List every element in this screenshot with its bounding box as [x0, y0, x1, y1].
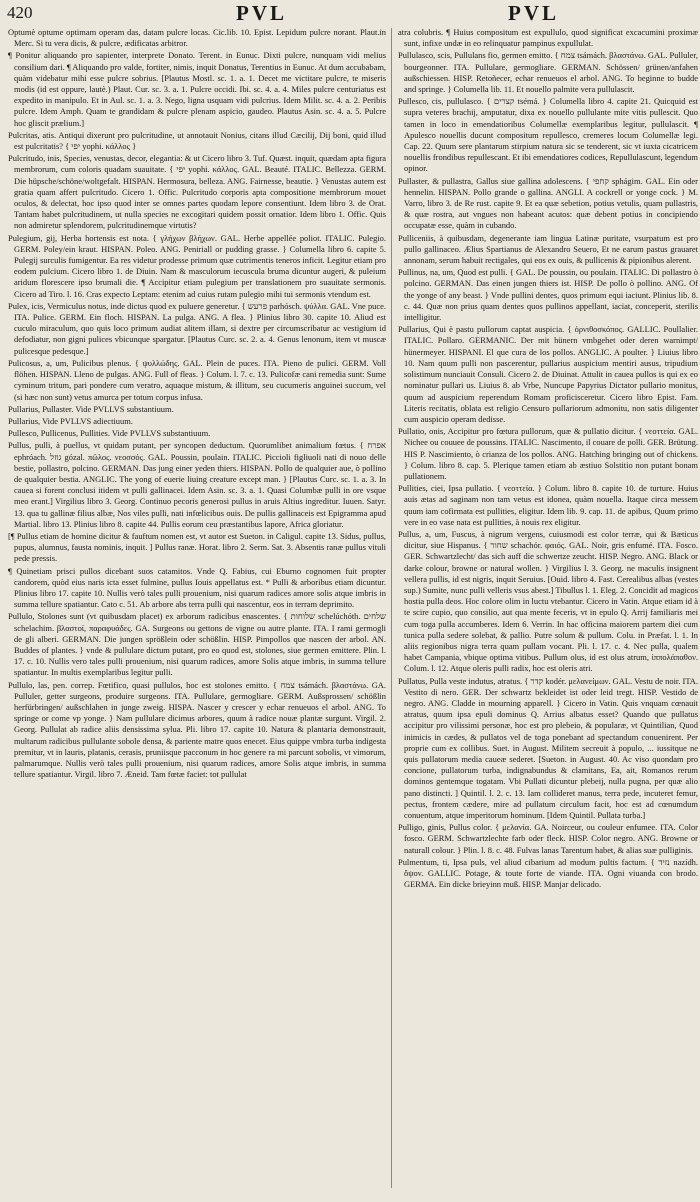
dictionary-entry: Pullesco, cis, pullulasco. { קצרים tsémá. } Columella libro 4. capite 21. Quicquid est supra veteres brachij, amputatur, dixa ex nouello pullulante mite vitis pullescit. Quo tamen in loco in emendatioribus Columellæ exemplaribus legitur, pullulascit. ¶ Apulesco nouellis ducunt compositum repullesco, cremeres locum Columellæ legi. Cap. 22. Quum sere plantarum stirpium natura sic se tenderent, sic vt iuxta cicatricem nouellis frondibus repullescant. Et ibi emendatiores codices, Repullulascunt, legendum opinor.	[398, 96, 698, 174]
dictionary-entry: Pulcritudo, inis, Species, venustas, decor, elegantia: & ut Cicero libro 3. Tuf. Quæst. inquit, quædam apta figura membrorum, cum coloris quadam suauitate. { יפי yophi. κάλλος. GAL. Beauté. ITALIC. Bellezza. GERM. Die hüpsche/schöne/woltgefalt. HISPAN. Hermosura, belleza. ANG. Fairnesse, beautie. } Venustas autem est gratia quam affert pulcritudo. Cicero 1. Offic. Pulcritudo corporis apta compositione membrorum mouet oculos, & delectat, hoc ipso quod inter se omnes partes quodam lepore consentiunt. Idem libro 3. de Orat. Tantam habet pulcritudinem, ut nulla species ne excogitari quidem possit ornatior. Idem libro 1. Offic. Quis non admiretur splendorem, pulcritudinemque virtutis?	[8, 153, 386, 231]
dictionary-entry: Pullulo, las, pen. correp. Fœtifico, quasi pullulos, hoc est stolones emitto. { צמח tsámách. βλαστάνω. GA. Pulluler, getter surgeons, produire surgeons. ITA. Pullulare, germogliare. GERM. Außsprossen/ schößlin herfürbringen/ außschlahen in junge zweig. HISPA. Nascer y crescer y echar renueuos el arbol. ANG. To springe or come vp yonge. } Nam pullulare dicimus arbores, quum à radice nouæ plantæ surgunt. Virgil. 2. Georg. Pullulat ab radice aliis densissima sylua. Pli. libro 17. capite 10. Natura & plantaria demonstrauit, multarum radicibus pullulante sobole densa, & pariente matre quos enecet. Eius quippe vmbra turba indigesta premitur, vt in lauris, platanis, cerasis, pruniisque pacconum in hoc genere ra mi parcunt sobolis, vt vimorum, palmarumque. Nullis verò tales pulli prouenium, nisi quarum radices, amore Solis atque imbris, in summa tellure spatiantur. Virgil. libro 7. Æneid. Tam fœtæ faciet: tot pullulat	[8, 679, 386, 780]
dictionary-entry: Pullatus, Pulla veste indutus, atratus. { קדר kodér. μελανείμων. GAL. Vestu de noir. ITA. Vestito di nero. GER. Der schwartz bekleidet ist oder leid tregt. HISP. Vestido de negro. ANG. Cladde in mourning apparell. } Cicero in Vatin. Quis vnquam cœnauit atratus, quum ipsa epuli dominus Q. Arrius albatus esset? Quando que pullatus accipitur pro vilissimi personæ, hoc est pro plebeio, & popularæ, vt Quintilian, Quod inimicis in cædes, & pullatos vel de toga ponebant ad spectandum conuenirent. Per proprie cum ex collibus. Suet. in August. Militem secreuit à populo, ... iussitque ne quis pullatorum media caueæ sederet. [Sueton. in August. 40. Ac viso quondam pro concione, pullatorum turba, indignabundus & clamitans, Ea, ait, Romanos rerum dominos gentemque togatam. Vbi Pullati dicuntur plebeij, nulla pugna, per quæ alio pano distincti. ] Quintil. l. 2. c. 13. Iam collideret manus, terra pede, incuteret femur, pectus, frontem cædere, mire ad pullatum circulum facit, hoc est ad cœnumdum conuentum, atque imperitorum hominum. [Idem Quintil. Pullata turba.]	[398, 675, 698, 821]
running-head-right: PVL	[508, 1, 559, 25]
right-column	[398, 27, 698, 1197]
dictionary-entry: Pullities, ciei, Ipsa pullatio. { νεοττεία. } Colum. libro 8. capite 10. de turture. Huius auis ætas ad saginam non tam vetus est idonea, quàm nouella. Itaque circa messem quum iam cofirmata est pullities, eligitur. Idem lib. 9. cap. 11. de apibus, Quum primo vere in eo vase nata est pullities, à nouis rex eligitur.	[398, 483, 698, 527]
dictionary-entry: Pulex, icis, Vermiculus notus, inde dictus quod ex puluere generetur. { פרעש parhósch. ψύλλα. GAL. Vne puce. ITA. Pulice. GERM. Ein floch. HISPAN. La pulga. ANG. A flea. } Plinius libro 30. capite 10. Aliud est cuculo miraculum, quo quis loco primum audiat alitem illam, si dextre per circumscribatur ac vestigium id defodiatur, non gigni pulices vbicunque spargatur. [Plautus Curc. sc. 2. a. 4. Genus lenonum, item vt muscæ pulicesque pedesque.]	[8, 300, 386, 356]
left-column	[8, 27, 386, 1197]
running-head-left: PVL	[236, 1, 287, 25]
dictionary-entry: Pulegium, gij, Herba hortensis est nota. { γλήχων βλήχων. GAL. Herbe appellée poliot. ITALIC. Pulegio. GERM. Poley/ein kraut. HISPAN. Poleo. ANG. Peniriall or pudding grasse. } Columella libro 6. capite 5. Pulegij surculis fumigentur. Ea res videtur prodesse primum quæ cutrimentis teneros inficit. Legitur etiam pro eodem pulcium. Cicero libro 1. de Diuin. Nam & masculorum iecuscula bruma dicuntur augeri, & puleium aridum florescere ipso brumali die. ¶ Accipitur etiam pulegium per translationem pro suauitate sermonis. Cicero ad Tiro. l. 16. Cras expecto Leptam: etenim ad cuius rutam pulegio mihi tui sermonis vtendum est.	[8, 232, 386, 299]
dictionary-entry: Pullulasco, scis, Pullulans fio, germen emitto. { צמח tsámách. βλαστάνω. GAL. Pulluler, bourgeonner. ITA. Pullulare, germogliare. GERMAN. Schössen/ grünen/anfahen außschiessen. HISP. Retoñecer, echar renueuos el arbol. ANG. To beginne to budde and springe. } Columella lib. 11. Et nouello palmite vera pullulascit.	[398, 50, 698, 95]
dictionary-entry: atra colubris. ¶ Huius compositum est expullulo, quod significat excacumini proximæ sunt, infixe undæ in eo relinquatur pampinus expullulat.	[398, 27, 698, 49]
dictionary-entry: Pullarius, Qui è pastu pullorum captat auspicia. { ὀρνιθοσκόπος. GALLIC. Poullalier. ITALIC. Pollaro. GERMANIC. Der mit hünern vmbgehet oder deren warnimpt/ hünermeyer. HISPANI. El que cura de los pollos. ANGLIC. A poulter. } Liuius libro 10. Nam quum pulli non pascerentur, pullarius auspicium mentiri ausus, tripudium solistimum nunciauit Consuli. Cicero 2. de Diuinat. Attulit in cauea pullos is qui ex eo nominatur pullari us. Liuius 8. ab Vrbe, Nuncupe Papyrius Dictator pullario monitus, quum ad auspicium reperendum Romam proficisceretur. Cicero libro Epist. Fam. Literis recitatis, oblata est religio Censuro pullariorum admonitu, non satis diligenter cum auspicio operam dedisse.	[398, 324, 698, 424]
dictionary-entry: Pullaster, & pullastra, Gallus siue gallina adolescens. { קחפי sphágim. GAL. Ein oder hennelin. HISPAN. Pollo grande o gallina. ANGLI. A cockrell or yonge cock. } M. Varro, libro 3. de Re rust. capite 9. Et ea quæ sebetion, potius vetulis, quam pullastris, & quæ rostra, aut vngues non habeant acutos: quæ debent potius in concipiendo occupatæ esse, quàm in cubando.	[398, 175, 698, 231]
dictionary-entry: ¶ Quinetiam prisci pullos dicebant suos catamitos. Vnde Q. Fabius, cui Eburno cognomen fuit propter candorem, quòd eius naris icta esset fulmine, pullus Iouis appellatus est. * Pulli & arboribus etiam dicuntur. Plinius libro 17. capite 10. Nullis verò tales pulli prouenium, nisi quarum radices amore solis atque imbris in summa tellure spatiantur. Cato c. 51. Ab arbore abs terra pulli qui nascentur, eos in terram deprimito.	[8, 565, 386, 610]
dictionary-entry: [¶ Pullus etiam de homine dicitur & fauftum nomen est, vt autor est Sueton. in Caligul. capite 13. Sidus, pullus, pupus, alumnus, fausta nominis, inquit. ] Pullus ranæ. Horat. libro 2. Serm. Sat. 3. Absentis ranæ pullus vituli pede pressis.	[8, 530, 386, 564]
page-number: 420	[7, 3, 33, 22]
dictionary-entry: Pullarius, Vide PVLLVS adiectiuum.	[8, 415, 133, 426]
dictionary-entry: Pullarius, Pullaster. Vide PVLLVS substantiuum.	[8, 403, 174, 414]
dictionary-entry: Pullatio, onis, Accipitur pro fœtura pullorum, quæ & pullatio dicitur. { νεοττεία. GAL. Nichee ou couuee de poussins. ITALIC. Nascimento, il couare de polli. GER. Brütung. HIS P. Nascimiento, ò crianza de los pollos. ANG. Hatching bringing out of chickens. } Colum. libro 8. cap. 5. Plerique tamen etiam ab æstiuo Solstitio non putant bonam pullationem.	[398, 426, 698, 481]
dictionary-entry: Pulliceniis, à quibusdam, degenerante iam lingua Latinæ puritate, vsurpatum est pro pullo gallinaceo. Ælius Spartianus de Alexandro Seuero, Et ne earum pastus grauaret annonam, serum habuit rectigales, qui eos ex ouis, & pullicenis & pipionibus alerent.	[398, 232, 698, 266]
dictionary-entry: Pulicosus, a, um, Pulicibus plenus. { ψυλλώδης. GAL. Plein de puces. ITA. Pieno de pulici. GERM. Voll flöhen. HISPAN. Lleno de pulgas. ANG. Full of fleas. } Colum. l. 7. c. 13. Pulicofæ cani remedia sunt: Sume cyminum tritum, pari pondere cum veratro, aquaque mistum, & illitum, seu cucumeris anguinei succum, vel (si hæc non sunt) vetus amurca per totum corpus infusa.	[8, 357, 386, 402]
dictionary-entry: Pullus, a, um, Fuscus, à nigrum vergens, cuiusmodi est color terræ, qui & Bæticus dicitur, siue Hispanus. { שחור schachór. φαιός. GAL. Noir, gris enfumé. ITA. Fosco. GER. Schwartzlecht/ das sich auff die schwertze zeucht. HISP. Negro. ANG. Black or darke colour, browne or natural wollen. } Virgilius l. 3. Georg. ne maculis insignent vellera pullis, id est nigris, inquit Seruius. [Ouid. libro 4. Fast. Cerealibus albas (vestes sup.) Sumite, nunc pulli velleris vsus abest.] Tibullus l. 1. Eleg. 2. Concidit ad magicos hostia pulla deos. Hoc colore olim in luctu vtebantur. Cicero in Vatin. Atque etiam id à te scire cupio, quo consilio, aut qua mente feceris, vt in epulo Q. Arrij familiaris mei cum toga pulla accumberes. Idem 6. Verrin. In hac officina maiorem partem diei cum tunica pulla sedere solebat, & pallio. Putre solum & pullum. Colu. in Præfat. l. 1. In aliis regionibus nigra terra quam pullam vocant. Pli. l. 17. c. 4. Nec pulla, qualem habet Campania, vbique optima vitibus. Pullum olus, id est olus atrum, ἱππολάπαθον. Colum. l. 12. Atque oleris pulli radix, hoc est oleris atri.	[398, 528, 698, 674]
dictionary-entry: Pulmentum, ti, Ipsa puls, vel aliud cibarium ad modum pultis factum. { נזיד nazídh. ὄψον. GALLIC. Potage, & toute forte de viande. ITA. Ogni viuanda con brodo. GERMA. Ein dicke brieyinn muß. HISP. Manjar delicado.	[398, 856, 698, 890]
dictionary-entry: Pullesco, Pullicenus, Pullities. Vide PVLLVS substantiuum.	[8, 428, 211, 439]
dictionary-entry: Pullulo, Stolones sunt (vt quibusdam placet) ex arborum radicibus enascentes. { שלוחות schelúchóth. שלחים schelachim. βλαστοί, παραφυάδες. GA. Surgeons ou gettons de vigne ou autre plante. ITA. I rami germogli de gli alberi. GERMAN. Die jungen sprößlein oder schößlin. HISP. Pimpollos que nascen der arbol. AN. Buddes of plantes. } vnde & pullulare dictum putant, pro eo quod est, stolones, siue germen emittere. Plin. l. 17. c. 10. Nullis vero tales pulli prouenium, nisi quarum radices, amore Solis atque imbris, in summa tellure spatiantur. In multis exemplaribus legitur pulli.	[8, 611, 386, 678]
page-header	[0, 0, 700, 28]
dictionary-entry: Pulcritas, atis. Antiqui dixerunt pro pulcritudine, ut annotauit Nonius, citans illud Cæcilij, Dij boni, quid illud est pulcritatis? { יפי yophi. κάλλος }	[8, 129, 386, 152]
dictionary-entry: Optumè optume optimam operam das, datam pulcre locas. Cic.lib. 10. Epist. Lepidum pulcre norant. Plaut.in Merc. Si tu vera dicis, & pulcre, ædificatas arbitror.	[8, 27, 386, 49]
dictionary-entry: Pullinus, na, um, Quod est pulli. { GAL. De poussin, ou poulain. ITALIC. Di pollastro ò polcino. GERMAN. Das einen jungen thiers ist. HISP. De pollo ò pollino. ANG. Of the yonge of any beast. } Vnde pullini dentes, quos primum equi iaciunt. Plinius lib. 8. c. 44. Quæ non prius quam dentes quos pullinos appellant, iaciat, conceperit, sterilis intelligitur.	[398, 267, 698, 323]
dictionary-entry: Pullus, pulli, à puellus, vt quidam putant, per syncopen deductum. Quorumlibet animalium fœtus. { אפרח ephróach. גוזל gózal. πῶλος. νεοσσός. GAL. Poussin, poulain. ITALIC. Piccioli figliuoli nati di nouo delle bestie, pollastro, polcino. GERMAN. Das jung einer yeden thiers. HISPAN. Pollo de qualquier aue, ò pollino de qualquier bestia. ANGLIC. The yong of euerie liuing creature except man. } [Plautus Curc. sc. 1. a. 3. In cauea si forent conclusi itidem vt pulli gallinacei. Idem Asin. sc. 3. a. 1. Quasi Columbæ pulli in ore vsque meo erant.] Virgilius libro 3. Georg. Continuo pecoris generosi pullus in aruis Altius ingreditur. Iuuen. Satyr. 13. qua tu gallinæ filius albæ, Nos viles pulli, nati infœlicibus ouis. De pullis gallinaceis est Epigramma apud Martial. libro 13. Plinius libro 8. capite 44. Pullis eorum ceu præstantibus lapore, Africa gloriatur.	[8, 440, 386, 529]
dictionary-entry: ¶ Ponitur aliquando pro sapienter, interprete Donato. Terent. in Eunuc. Dixti pulcre, nunquam vidi melius consilium dari. ¶ Aliquando pro valde, fortiter, nimis, inquit Donatus, Terentius in Eunuc. At dum accubabam, quàm videbatur mihi esse pulcre sobrius. [Plautus Mostl. sc. 1. a. 1. Decet me victitare pulcre, te miseris modis (id est oppure, lautè.) Plaut. Cur. sc. 3. a. 1. Pulcre occidi. Ibi. sc. 4. a. 4. Miles pulcre centuriatus est expedito in manipulo. Et in Aul. sc. 1. a. 3. Nego, ligna usquam vidi pulcrius. Idem Milit. sc. 4. a. 2. Peribis pulcre. Idem Amph. Quam te grandidam & pulcre plenam aspicio, gaudeo. Plautus Asin. sc. 4. a. 5. Pulcre hoc gliscit prælium.]	[8, 50, 386, 128]
column-divider	[391, 28, 392, 1188]
dictionary-entry: Pulligo, ginis, Pullus color. { μελανία. GA. Noirceur, ou couleur enfumee. ITA. Color fosco. GERM. Schwartzlechte farb oder fleck. HISP. Color negro. ANG. Browne or naturall colour. } Plin. l. 8. c. 48. Fulvas lanas Tarentum habet, & alias suæ pulliginis.	[398, 822, 698, 855]
